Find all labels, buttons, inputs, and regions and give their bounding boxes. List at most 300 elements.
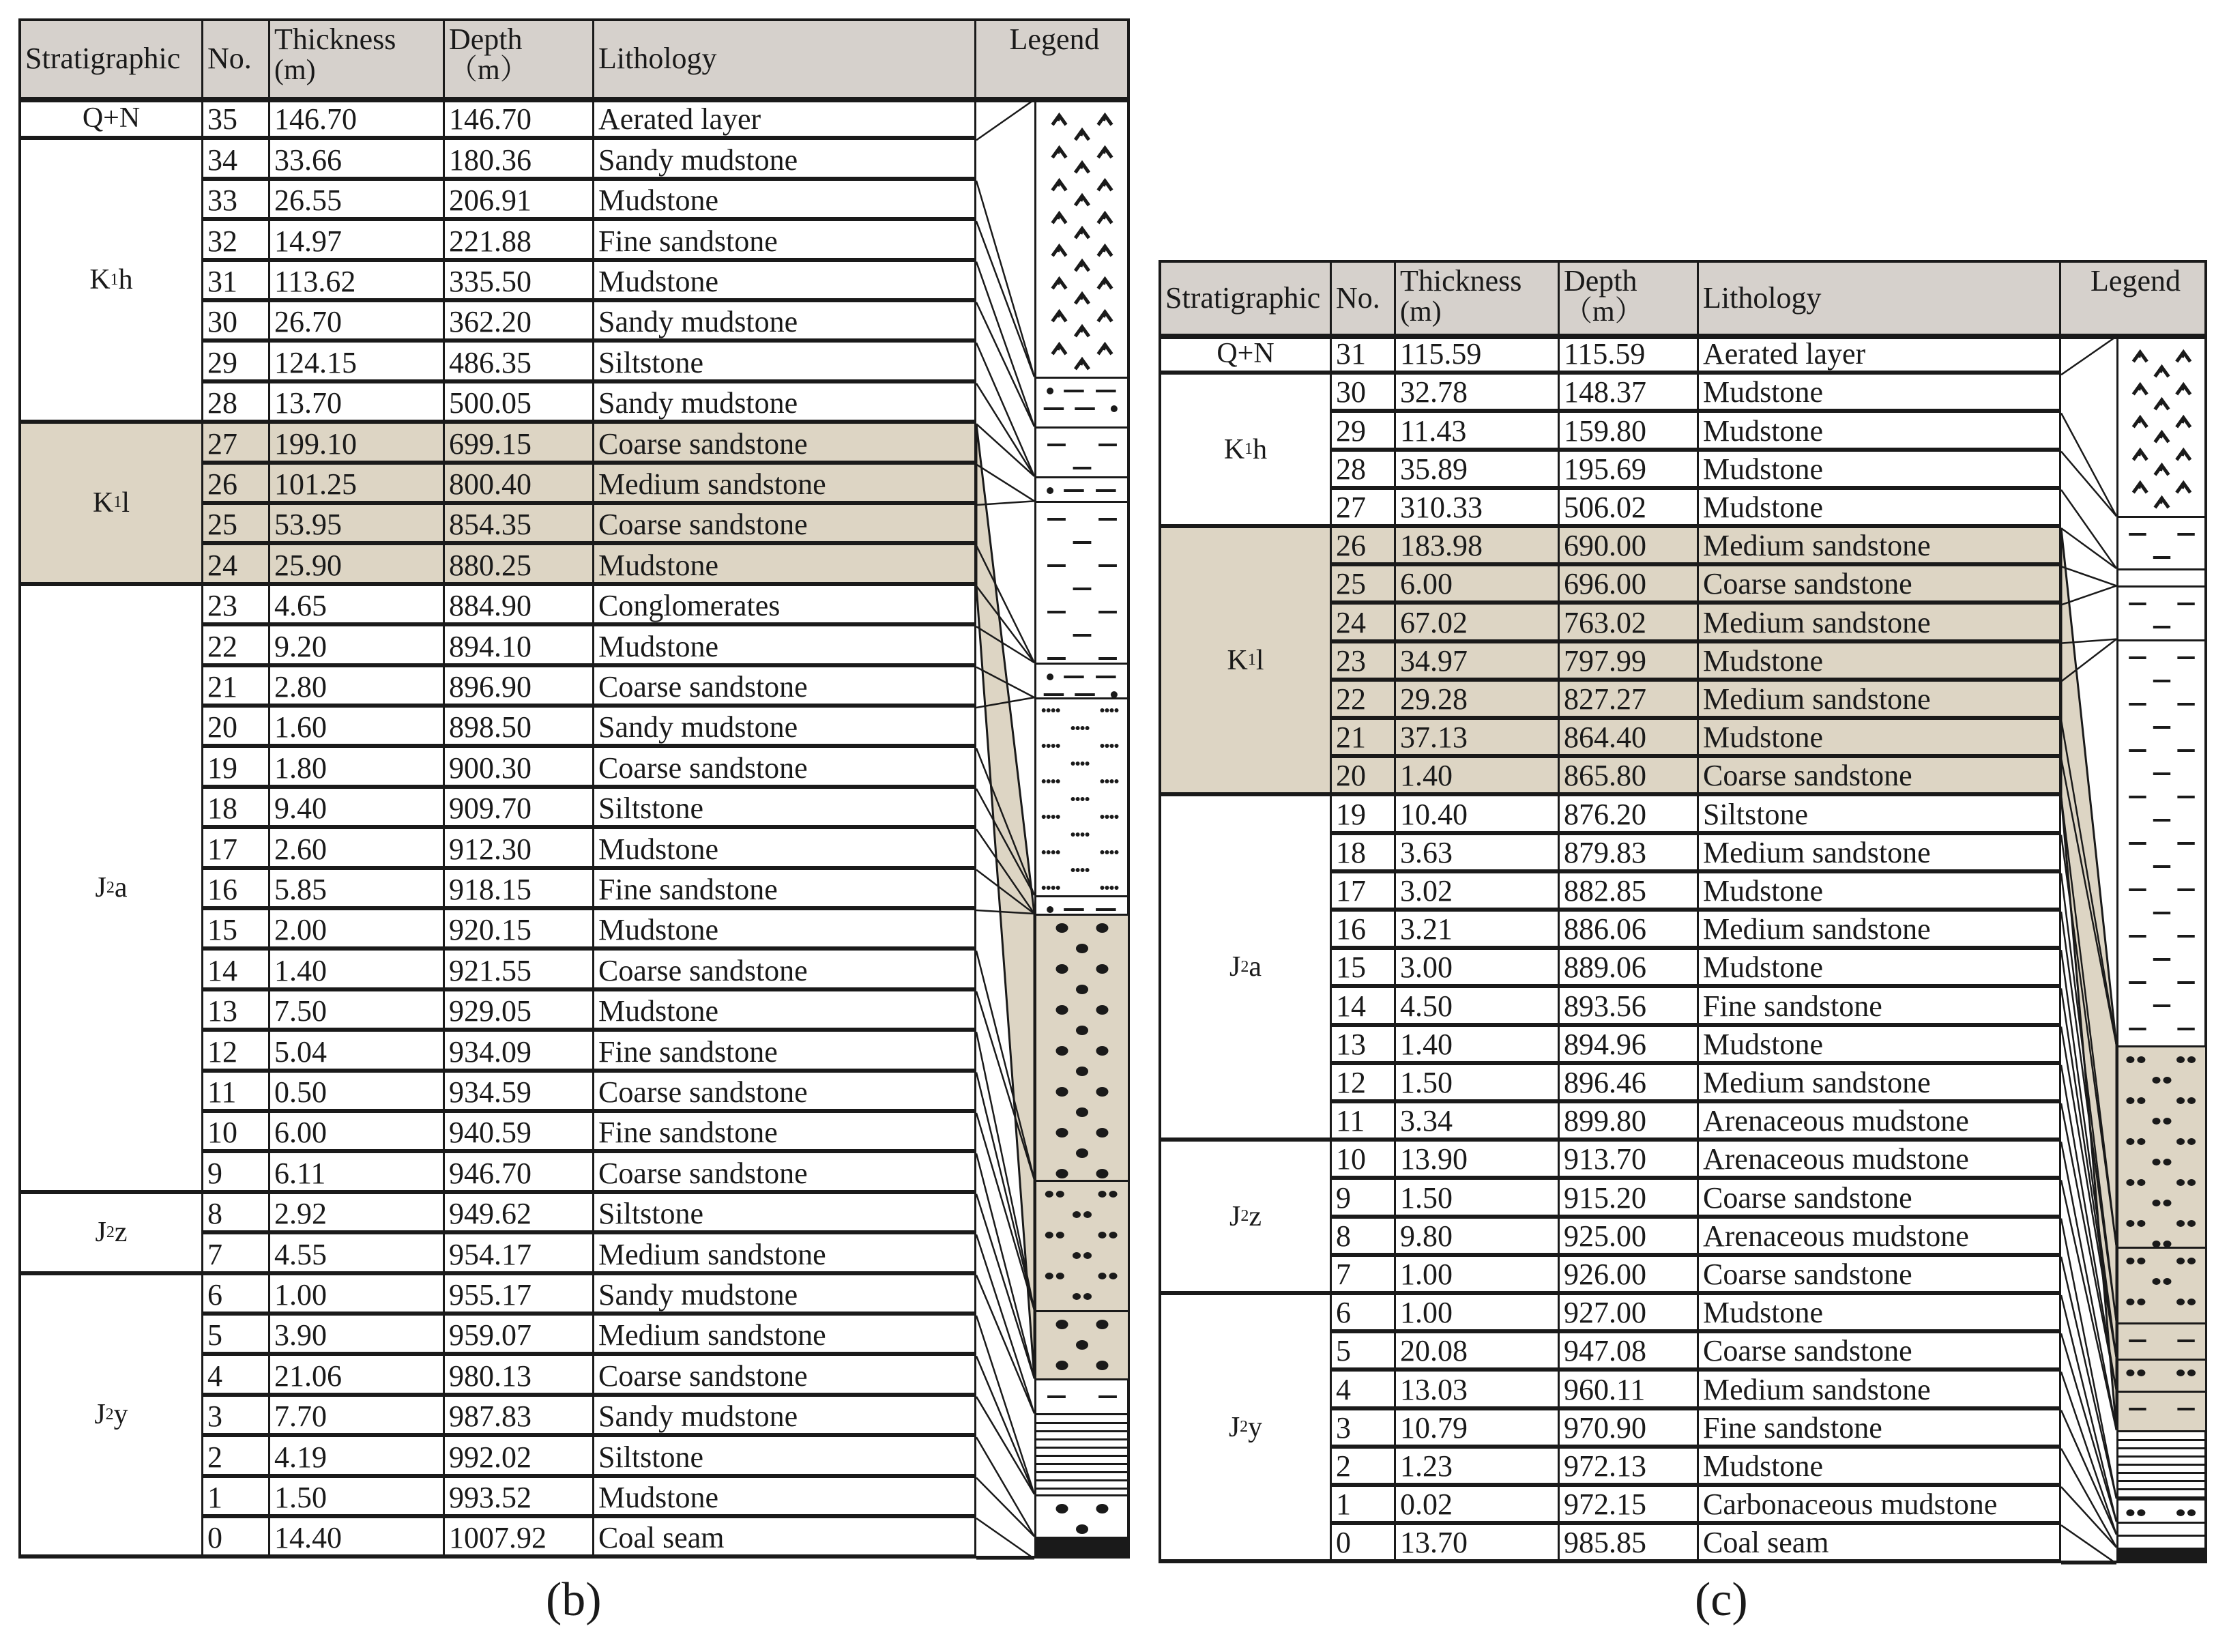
- caption-b: (b): [546, 1574, 602, 1626]
- cell-no: 28: [1332, 452, 1396, 486]
- cell-thickness: 9.20: [270, 626, 445, 663]
- cell-depth: 921.55: [445, 951, 594, 987]
- cell-lithology: Coarse sandstone: [1699, 1333, 2061, 1367]
- legend-block-mud: [2116, 568, 2207, 585]
- legend-block-mud: [1034, 1378, 1130, 1413]
- cell-lithology: Siltstone: [594, 1437, 976, 1473]
- mud-pattern-icon: [2118, 1393, 2205, 1430]
- legend-block-medium: [2116, 1045, 2207, 1247]
- cell-lithology: Siltstone: [594, 1194, 976, 1230]
- table-row: [203, 100, 976, 140]
- cell-thickness: 1.50: [1396, 1065, 1560, 1099]
- header-thickness-unit: (m): [1400, 296, 1442, 328]
- stratum-suffix: l: [1255, 644, 1264, 676]
- cell-no: 13: [203, 991, 270, 1028]
- silt-pattern-icon: [1036, 429, 1128, 476]
- cell-lithology: Sandy mudstone: [594, 302, 976, 338]
- table-row: [203, 302, 976, 343]
- cell-lithology: Mudstone: [1699, 720, 2061, 754]
- cell-thickness: 3.21: [1396, 912, 1560, 946]
- cell-no: 0: [203, 1518, 270, 1554]
- legend-column: [2116, 336, 2207, 1563]
- cell-lithology: Coarse sandstone: [594, 1356, 976, 1392]
- stratum-j2a: [1161, 796, 1332, 1142]
- cell-depth: 972.15: [1560, 1487, 1699, 1521]
- cell-depth: 980.13: [445, 1356, 594, 1392]
- stratum-suffix: a: [114, 872, 128, 904]
- cell-thickness: 1.00: [1396, 1295, 1560, 1329]
- cell-thickness: 4.65: [270, 586, 445, 622]
- caption-c: (c): [1695, 1574, 1748, 1626]
- cell-depth: 882.85: [1560, 873, 1699, 908]
- cell-depth: 896.90: [445, 667, 594, 704]
- cell-thickness: 115.59: [1396, 336, 1560, 371]
- legend-block-coarse: [1034, 1494, 1130, 1537]
- legend-block-mud: [2116, 1535, 2207, 1548]
- cell-depth: 195.69: [1560, 452, 1699, 486]
- cell-no: 32: [203, 221, 270, 257]
- cell-thickness: 9.80: [1396, 1219, 1560, 1253]
- legend-block-aerated: [2116, 336, 2207, 516]
- cell-depth: 926.00: [1560, 1257, 1699, 1291]
- cell-depth: 915.20: [1560, 1180, 1699, 1214]
- header-depth-label: Depth: [449, 23, 523, 56]
- cell-no: 21: [203, 667, 270, 704]
- cell-depth: 690.00: [1560, 528, 1699, 562]
- table-row: [203, 1518, 976, 1559]
- cell-lithology: Siltstone: [1699, 796, 2061, 830]
- cell-thickness: 21.06: [270, 1356, 445, 1392]
- cell-no: 17: [1332, 873, 1396, 908]
- cell-thickness: 0.50: [270, 1073, 445, 1109]
- table-row: [203, 1073, 976, 1113]
- cell-thickness: 7.50: [270, 991, 445, 1028]
- cell-depth: 987.83: [445, 1397, 594, 1433]
- cell-no: 30: [203, 302, 270, 338]
- legend-block-coal: [2116, 1548, 2207, 1564]
- stratum-suffix: y: [1248, 1411, 1263, 1443]
- legend-block-aerated: [1034, 100, 1130, 377]
- cell-no: 12: [1332, 1065, 1396, 1099]
- cell-depth: 486.35: [445, 343, 594, 379]
- legend-block-fine-dots: [2116, 1522, 2207, 1535]
- table-row: [203, 1113, 976, 1153]
- cell-lithology: Coarse sandstone: [1699, 1257, 2061, 1291]
- stratum-q-n: [21, 100, 203, 140]
- cell-depth: 993.52: [445, 1478, 594, 1514]
- cell-no: 24: [1332, 605, 1396, 639]
- table-row: [1332, 912, 2061, 950]
- cell-lithology: Sandy mudstone: [594, 708, 976, 744]
- stratum-symbol: Q+N: [82, 102, 141, 134]
- table-row: [203, 1397, 976, 1437]
- table-row: [1332, 1219, 2061, 1257]
- cell-depth: 159.80: [1560, 413, 1699, 447]
- cell-lithology: Medium sandstone: [594, 1316, 976, 1352]
- stratum-k1h: [21, 140, 203, 424]
- cell-lithology: Arenaceous mudstone: [1699, 1219, 2061, 1253]
- table-row: [1332, 1295, 2061, 1333]
- dot-dash-pattern-icon: [1036, 478, 1128, 501]
- cell-depth: 854.35: [445, 505, 594, 541]
- cell-no: 0: [1332, 1525, 1396, 1559]
- table-row: [1332, 375, 2061, 413]
- cell-thickness: 1.23: [1396, 1449, 1560, 1483]
- cell-thickness: 183.98: [1396, 528, 1560, 562]
- cell-lithology: Mudstone: [1699, 375, 2061, 409]
- cell-lithology: Mudstone: [1699, 873, 2061, 908]
- cell-lithology: Mudstone: [594, 545, 976, 581]
- cell-lithology: Sandy mudstone: [594, 140, 976, 176]
- legend-block-mud: [2116, 639, 2207, 1045]
- legend-block-mud: [2116, 1391, 2207, 1430]
- cell-thickness: 0.02: [1396, 1487, 1560, 1521]
- table-row: [1332, 643, 2061, 682]
- cell-lithology: Coarse sandstone: [594, 505, 976, 541]
- lines-pattern-icon: [1036, 1415, 1128, 1494]
- cell-thickness: 6.11: [270, 1153, 445, 1189]
- cell-no: 13: [1332, 1027, 1396, 1061]
- table-row: [1332, 796, 2061, 835]
- cell-no: 10: [1332, 1142, 1396, 1176]
- cell-thickness: 7.70: [270, 1397, 445, 1433]
- cell-lithology: Siltstone: [594, 789, 976, 825]
- cell-thickness: 9.40: [270, 789, 445, 825]
- mud-pattern-icon: [2118, 518, 2205, 568]
- cell-depth: 913.70: [1560, 1142, 1699, 1176]
- cell-no: 24: [203, 545, 270, 581]
- cell-no: 15: [203, 910, 270, 946]
- cell-depth: 900.30: [445, 748, 594, 784]
- cell-no: 33: [203, 181, 270, 217]
- cell-no: 29: [1332, 413, 1396, 447]
- cell-no: 21: [1332, 720, 1396, 754]
- stratum-subscript: 2: [106, 878, 115, 897]
- legend-block-mud: [1034, 501, 1130, 663]
- cell-thickness: 25.90: [270, 545, 445, 581]
- cell-lithology: Mudstone: [1699, 1295, 2061, 1329]
- cell-lithology: Mudstone: [1699, 950, 2061, 984]
- cell-lithology: Mudstone: [594, 829, 976, 865]
- cell-depth: 886.06: [1560, 912, 1699, 946]
- cell-thickness: 1.60: [270, 708, 445, 744]
- header-depth-unit: （m）: [1564, 296, 1644, 328]
- stratum-suffix: h: [1253, 433, 1268, 465]
- stratum-subscript: 2: [105, 1405, 114, 1423]
- stratum-j2z: [1161, 1142, 1332, 1295]
- table-row: [1332, 1410, 2061, 1449]
- header-lithology: [594, 21, 976, 97]
- stratum-subscript: 1: [110, 270, 119, 289]
- cell-depth: 797.99: [1560, 643, 1699, 678]
- stratum-k1h: [1161, 375, 1332, 528]
- header-depth-label: Depth: [1564, 264, 1637, 298]
- header-legend: [2061, 263, 2210, 334]
- cell-depth: 959.07: [445, 1316, 594, 1352]
- cell-lithology: Carbonaceous mudstone: [1699, 1487, 2061, 1521]
- cell-no: 18: [1332, 835, 1396, 869]
- cell-thickness: 1.50: [1396, 1180, 1560, 1214]
- cell-thickness: 2.60: [270, 829, 445, 865]
- cell-no: 3: [203, 1397, 270, 1433]
- cell-thickness: 6.00: [270, 1113, 445, 1149]
- cell-depth: 889.06: [1560, 950, 1699, 984]
- cell-thickness: 2.92: [270, 1194, 445, 1230]
- stratum-subscript: 2: [1240, 1207, 1249, 1226]
- cell-depth: 876.20: [1560, 796, 1699, 830]
- table-row: [203, 748, 976, 788]
- cell-depth: 898.50: [445, 708, 594, 744]
- cell-lithology: Sandy mudstone: [594, 1275, 976, 1312]
- stratum-j2y: [21, 1275, 203, 1559]
- legend-block-coarse: [1034, 914, 1130, 1180]
- cell-no: 15: [1332, 950, 1396, 984]
- legend-block-medium: [2116, 1498, 2207, 1522]
- stratum-symbol: Q+N: [1217, 338, 1274, 370]
- cell-lithology: Fine sandstone: [594, 870, 976, 906]
- stratum-symbol: J: [1229, 1200, 1241, 1232]
- cell-depth: 1007.92: [445, 1518, 594, 1554]
- cell-thickness: 146.70: [270, 100, 445, 136]
- cell-lithology: Coarse sandstone: [1699, 1180, 2061, 1214]
- cell-thickness: 29.28: [1396, 682, 1560, 716]
- cell-no: 11: [203, 1073, 270, 1109]
- sandy-mud-pattern-icon: [1036, 897, 1128, 914]
- mud-pattern-icon: [2118, 1324, 2205, 1359]
- cell-no: 2: [203, 1437, 270, 1473]
- cell-lithology: Fine sandstone: [594, 1113, 976, 1149]
- cell-lithology: Mudstone: [1699, 413, 2061, 447]
- cell-thickness: 33.66: [270, 140, 445, 176]
- cell-thickness: 1.80: [270, 748, 445, 784]
- cell-lithology: Mudstone: [1699, 452, 2061, 486]
- cell-no: 18: [203, 789, 270, 825]
- table-row: [203, 221, 976, 261]
- cell-lithology: Fine sandstone: [1699, 988, 2061, 1022]
- cell-depth: 115.59: [1560, 336, 1699, 371]
- cell-no: 8: [1332, 1219, 1396, 1253]
- stratum-subscript: 2: [106, 1223, 115, 1241]
- table-row: [203, 951, 976, 991]
- cell-no: 6: [203, 1275, 270, 1312]
- stratum-k1l: [1161, 528, 1332, 796]
- cell-lithology: Coarse sandstone: [1699, 758, 2061, 792]
- cell-no: 30: [1332, 375, 1396, 409]
- table-row: [203, 829, 976, 869]
- table-row: [1332, 490, 2061, 528]
- cell-lithology: Arenaceous mudstone: [1699, 1142, 2061, 1176]
- cell-no: 1: [1332, 1487, 1396, 1521]
- legend-block-coal: [1034, 1537, 1130, 1559]
- cell-depth: 148.37: [1560, 375, 1699, 409]
- table-row: [203, 991, 976, 1032]
- cell-depth: 506.02: [1560, 490, 1699, 524]
- table-row: [203, 870, 976, 910]
- cell-depth: 940.59: [445, 1113, 594, 1149]
- cell-lithology: Mudstone: [1699, 1449, 2061, 1483]
- header-depth: [1560, 263, 1699, 334]
- legend-block-sandy-mud: [1034, 377, 1130, 426]
- table-row: [1332, 1027, 2061, 1065]
- cell-no: 10: [203, 1113, 270, 1149]
- legend-block-medium: [2116, 1247, 2207, 1322]
- cell-lithology: Medium sandstone: [1699, 1065, 2061, 1099]
- legend-block-lines: [2116, 1430, 2207, 1498]
- table-row: [1332, 1103, 2061, 1142]
- cell-depth: 955.17: [445, 1275, 594, 1312]
- header-lithology-label: Lithology: [1703, 280, 1822, 315]
- fine-dots-pattern-icon: [2118, 1524, 2205, 1535]
- cell-thickness: 1.00: [1396, 1257, 1560, 1291]
- cell-no: 17: [203, 829, 270, 865]
- cell-lithology: Medium sandstone: [1699, 682, 2061, 716]
- header-thickness-label: Thickness: [274, 23, 396, 56]
- cell-thickness: 101.25: [270, 465, 445, 501]
- cell-depth: 763.02: [1560, 605, 1699, 639]
- header-stratigraphic-label: Stratigraphic: [25, 42, 181, 76]
- cell-depth: 884.90: [445, 586, 594, 622]
- stratigraphic-table: [18, 18, 1130, 1559]
- cell-depth: 893.56: [1560, 988, 1699, 1022]
- mud-pattern-icon: [2118, 641, 2205, 1045]
- cell-depth: 934.59: [445, 1073, 594, 1109]
- cell-lithology: Coarse sandstone: [594, 1073, 976, 1109]
- cell-lithology: Mudstone: [594, 181, 976, 217]
- cell-no: 27: [1332, 490, 1396, 524]
- coarse-pattern-icon: [1036, 916, 1128, 1180]
- cell-thickness: 2.00: [270, 910, 445, 946]
- medium-pattern-icon: [2118, 1047, 2205, 1247]
- cell-lithology: Medium sandstone: [1699, 835, 2061, 869]
- aerated-pattern-icon: [2118, 338, 2205, 516]
- stratum-q-n: [1161, 336, 1332, 375]
- table-row: [1332, 1525, 2061, 1563]
- cell-depth: 865.80: [1560, 758, 1699, 792]
- table-row: [203, 505, 976, 545]
- cell-no: 28: [203, 383, 270, 420]
- stratum-symbol: K: [1227, 644, 1248, 676]
- stratum-suffix: a: [1249, 951, 1262, 983]
- table-row: [1332, 1333, 2061, 1372]
- sandy-mud-pattern-icon: [1036, 665, 1128, 697]
- cell-depth: 699.15: [445, 424, 594, 460]
- header-thickness-unit: (m): [274, 55, 316, 87]
- cell-lithology: Mudstone: [594, 1478, 976, 1514]
- table-row: [1332, 1449, 2061, 1487]
- cell-depth: 894.10: [445, 626, 594, 663]
- cell-depth: 894.96: [1560, 1027, 1699, 1061]
- cell-thickness: 113.62: [270, 262, 445, 298]
- table-row: [203, 1032, 976, 1072]
- table-row: [203, 1437, 976, 1477]
- cell-no: 22: [203, 626, 270, 663]
- cell-lithology: Medium sandstone: [594, 1234, 976, 1271]
- cell-no: 26: [1332, 528, 1396, 562]
- cell-thickness: 199.10: [270, 424, 445, 460]
- cell-depth: 920.15: [445, 910, 594, 946]
- cell-thickness: 10.79: [1396, 1410, 1560, 1445]
- cell-depth: 896.46: [1560, 1065, 1699, 1099]
- table-row: [203, 181, 976, 221]
- header-legend-label: Legend: [1009, 23, 1100, 56]
- table-row: [203, 626, 976, 667]
- header-legend: [976, 21, 1133, 97]
- cell-lithology: Medium sandstone: [1699, 605, 2061, 639]
- cell-no: 9: [1332, 1180, 1396, 1214]
- cell-depth: 992.02: [445, 1437, 594, 1473]
- medium-pattern-icon: [2118, 1361, 2205, 1391]
- cell-no: 12: [203, 1032, 270, 1068]
- cell-no: 5: [1332, 1333, 1396, 1367]
- cell-no: 3: [1332, 1410, 1396, 1445]
- cell-depth: 180.36: [445, 140, 594, 176]
- cell-lithology: Sandy mudstone: [594, 1397, 976, 1433]
- stratum-symbol: K: [89, 264, 111, 296]
- legend-block-mud: [2116, 516, 2207, 568]
- table-row: [203, 140, 976, 180]
- cell-thickness: 1.00: [270, 1275, 445, 1312]
- cell-no: 4: [203, 1356, 270, 1392]
- table-row: [1332, 873, 2061, 912]
- cell-lithology: Conglomerates: [594, 586, 976, 622]
- cell-thickness: 5.85: [270, 870, 445, 906]
- table-row: [203, 1234, 976, 1275]
- cell-lithology: Coarse sandstone: [1699, 566, 2061, 600]
- table-row: [1332, 605, 2061, 643]
- header-depth: [445, 21, 594, 97]
- legend-block-mud: [2116, 585, 2207, 639]
- cell-lithology: Coarse sandstone: [594, 748, 976, 784]
- cell-depth: 880.25: [445, 545, 594, 581]
- cell-thickness: 13.90: [1396, 1142, 1560, 1176]
- stratum-j2a: [21, 586, 203, 1194]
- stratum-subscript: 2: [1240, 957, 1249, 976]
- header-no-label: No.: [1336, 280, 1380, 315]
- cell-no: 19: [1332, 796, 1396, 830]
- header-lithology: [1699, 263, 2061, 334]
- header-stratigraphic-label: Stratigraphic: [1165, 280, 1321, 315]
- cell-thickness: 34.97: [1396, 643, 1560, 678]
- cell-lithology: Medium sandstone: [1699, 528, 2061, 562]
- cell-no: 31: [203, 262, 270, 298]
- cell-thickness: 26.55: [270, 181, 445, 217]
- mud-pattern-icon: [2118, 1537, 2205, 1548]
- cell-no: 1: [203, 1478, 270, 1514]
- cell-thickness: 4.50: [1396, 988, 1560, 1022]
- stratigraphic-table: [1159, 260, 2207, 1563]
- stratum-symbol: K: [92, 487, 114, 519]
- header-stratigraphic: [21, 21, 203, 97]
- header-depth-unit: （m）: [449, 55, 529, 87]
- cell-depth: 899.80: [1560, 1103, 1699, 1137]
- table-header: [21, 21, 1127, 102]
- header-legend-label: Legend: [2090, 264, 2181, 298]
- cell-no: 19: [203, 748, 270, 784]
- cell-no: 4: [1332, 1372, 1396, 1406]
- cell-lithology: Coarse sandstone: [594, 667, 976, 704]
- table-row: [203, 383, 976, 424]
- table-header: [1161, 263, 2204, 339]
- cell-thickness: 32.78: [1396, 375, 1560, 409]
- table-row: [203, 1153, 976, 1193]
- table-row: [1332, 1372, 2061, 1410]
- cell-thickness: 20.08: [1396, 1333, 1560, 1367]
- cell-no: 9: [203, 1153, 270, 1189]
- legend-block-silt: [1034, 426, 1130, 476]
- stratum-j2y: [1161, 1295, 1332, 1563]
- cell-lithology: Mudstone: [594, 991, 976, 1028]
- table-row: [203, 708, 976, 748]
